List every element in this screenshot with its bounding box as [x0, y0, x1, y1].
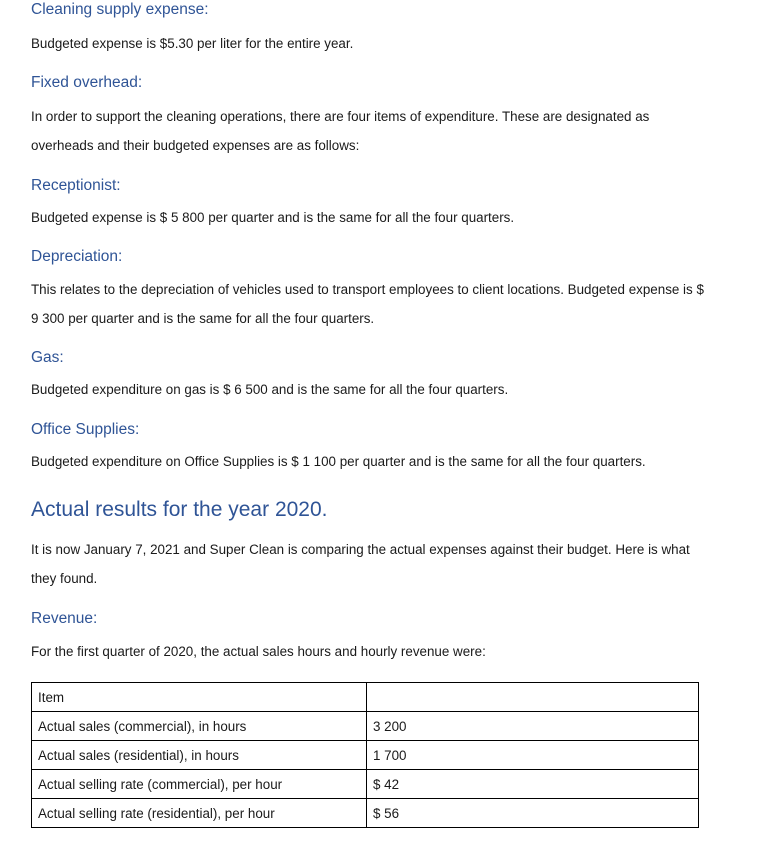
fixed-overhead-text: In order to support the cleaning operations, there are four items of expenditure. These are designated as overheads and their budgeted expenses are as follows:: [31, 109, 650, 153]
gas-heading: Gas:: [31, 349, 64, 366]
actual-results-text: It is now January 7, 2021 and Super Clean is comparing the actual expenses against their budget. Here is what they found.: [31, 542, 690, 586]
cleaning-supply-heading: Cleaning supply expense:: [31, 1, 209, 18]
receptionist-heading: Receptionist:: [31, 177, 121, 194]
revenue-text: For the first quarter of 2020, the actual sales hours and hourly revenue were:: [31, 644, 486, 659]
table-header-row: [32, 683, 699, 712]
table-header-value: [367, 683, 699, 712]
actual-sales-table: [31, 682, 699, 828]
depreciation-text: This relates to the depreciation of vehicles used to transport employees to client locations. Budgeted expense is $ 9 300 per quarter and is the same for all the four quarters.: [31, 282, 704, 326]
table-cell-value: 1 700: [367, 741, 699, 770]
receptionist-text: Budgeted expense is $ 5 800 per quarter and is the same for all the four quarters.: [31, 210, 515, 225]
table-row: [32, 770, 699, 799]
table-row: [32, 741, 699, 770]
table-cell-value: 3 200: [367, 712, 699, 741]
office-supplies-text: Budgeted expenditure on Office Supplies is $ 1 100 per quarter and is the same for all the four quarters.: [31, 454, 646, 469]
office-supplies-heading: Office Supplies:: [31, 421, 140, 438]
table-cell-value: $ 56: [367, 799, 699, 828]
fixed-overhead-heading: Fixed overhead:: [31, 74, 143, 91]
table-cell-item: Actual selling rate (residential), per hour: [32, 799, 367, 828]
table-row: [32, 712, 699, 741]
revenue-heading: Revenue:: [31, 610, 98, 627]
actual-results-heading: Actual results for the year 2020.: [31, 498, 328, 521]
table-header-item: Item: [32, 683, 367, 712]
table-cell-item: Actual sales (residential), in hours: [32, 741, 367, 770]
gas-text: Budgeted expenditure on gas is $ 6 500 and is the same for all the four quarters.: [31, 382, 509, 397]
table-row: [32, 799, 699, 828]
table-cell-item: Actual selling rate (commercial), per hour: [32, 770, 367, 799]
cleaning-supply-text: Budgeted expense is $5.30 per liter for the entire year.: [31, 36, 354, 51]
table-cell-item: Actual sales (commercial), in hours: [32, 712, 367, 741]
table-cell-value: $ 42: [367, 770, 699, 799]
depreciation-heading: Depreciation:: [31, 248, 123, 265]
